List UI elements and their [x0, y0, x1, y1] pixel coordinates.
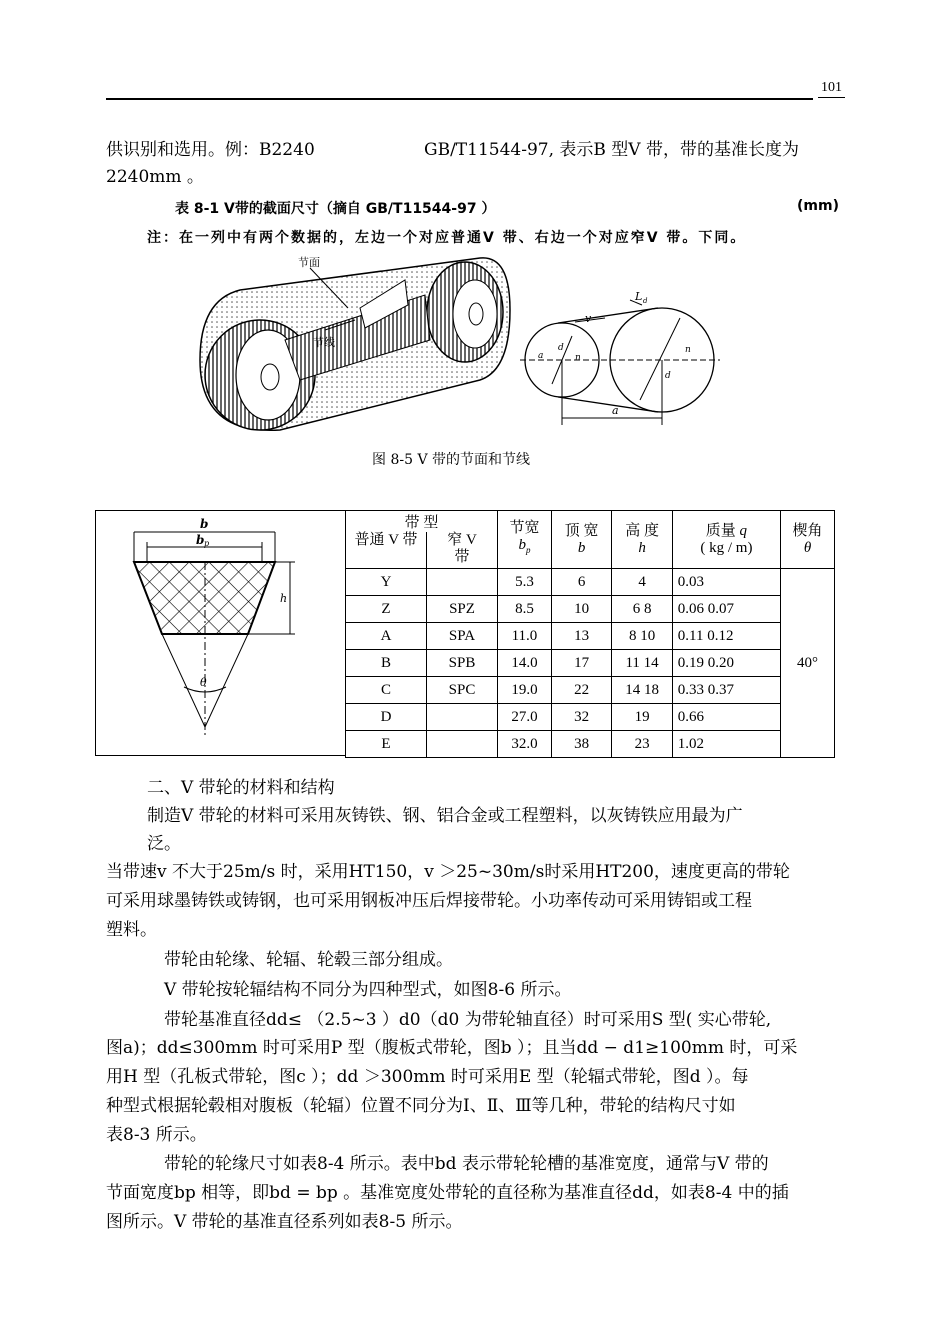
label-d1: d	[558, 343, 564, 353]
dim-h: h	[280, 592, 288, 605]
intro-line1b: GB/T11544-97, 表示B 型V 带，带的基准长度为	[424, 140, 799, 160]
th-top-width: 顶 宽 b	[551, 511, 611, 569]
label-d2: d	[665, 371, 671, 381]
body-p5b: 图a)；dd≤300mm 时可采用P 型（腹板式带轮，图b ）；且当dd − d1≥100mm 时，可采	[106, 1038, 798, 1058]
body-p5c: 用H 型（孔板式带轮，图c ）；dd ＞300mm 时可采用E 型（轮辐式带轮，图d ）。每	[106, 1067, 749, 1087]
table-row: B SPB 14.0 17 11 14 0.19 0.20	[346, 650, 835, 677]
dim-bp-sub: p	[204, 539, 210, 548]
table-note: 注：在一列中有两个数据的，左边一个对应普通V 带、右边一个对应窄V 带。下同。	[147, 230, 747, 246]
body-p6a: 带轮的轮缘尺寸如表8-4 所示。表中bd 表示带轮轮槽的基准宽度，通常与V 带的	[164, 1154, 769, 1174]
th-narrow: 窄 V 带	[427, 532, 498, 569]
table-row: Y 5.3 6 4 0.03 40°	[346, 569, 835, 596]
body-p4: V 带轮按轮辐结构不同分为四种型式，如图8-6 所示。	[164, 980, 572, 1000]
belt-section-diagram	[100, 512, 340, 752]
label-a1: a	[538, 351, 544, 361]
body-p5e: 表8-3 所示。	[106, 1125, 207, 1145]
body-p6b: 节面宽度bp 相等，即bd = bp 。基准宽度处带轮的直径称为基准直径dd，如表8-4 中的插	[106, 1183, 789, 1203]
body-p1a: 制造V 带轮的材料可采用灰铸铁、钢、铝合金或工程塑料，以灰铸铁应用最为广	[147, 806, 743, 826]
header-rule	[106, 98, 813, 100]
th-pitch-width: 节宽 $b_p$	[498, 511, 552, 569]
intro-line1a: 供识别和选用。例：B2240	[106, 140, 315, 160]
page-number: 101	[818, 80, 845, 98]
label-jiexian: 节线	[313, 336, 335, 349]
label-Ld-sub: d	[643, 297, 648, 305]
table-unit: (mm)	[797, 198, 839, 214]
th-ordinary: 普通 V 带	[346, 532, 427, 569]
label-a: a	[612, 404, 619, 417]
body-p2c: 塑料。	[106, 920, 157, 940]
table-row: Z SPZ 8.5 10 6 8 0.06 0.07	[346, 596, 835, 623]
table-row: D 27.0 32 19 0.66	[346, 704, 835, 731]
wedge-angle: 40°	[781, 569, 835, 758]
intro-line2: 2240mm 。	[106, 167, 204, 187]
table-row: E 32.0 38 23 1.02	[346, 731, 835, 758]
body-p2b: 可采用球墨铸铁或铸钢，也可采用钢板冲压后焊接带轮。小功率传动可采用铸铝或工程	[106, 891, 752, 911]
body-p5d: 种型式根据轮毂相对腹板（轮辐）位置不同分为Ⅰ、Ⅱ、Ⅲ等几种，带轮的结构尺寸如	[106, 1096, 736, 1116]
th-mass: 质量 q ( kg / m)	[672, 511, 780, 569]
body-p3: 带轮由轮缘、轮辐、轮毂三部分组成。	[164, 950, 453, 970]
dim-theta: θ	[200, 676, 207, 689]
label-jiemian: 节面	[298, 256, 320, 269]
table-row: A SPA 11.0 13 8 10 0.11 0.12	[346, 623, 835, 650]
body-p6c: 图所示。V 带轮的基准直径系列如表8-5 所示。	[106, 1212, 463, 1232]
label-n1: n	[575, 353, 581, 363]
table-title: 表 8-1 V带的截面尺寸（摘自 GB/T11544-97 ）	[175, 201, 496, 217]
label-n2: n	[685, 345, 691, 355]
table-row: C SPC 19.0 22 14 18 0.33 0.37	[346, 677, 835, 704]
body-p2a: 当带速v 不大于25m/s 时，采用HT150，v ＞25~30m/s时采用HT200，速度更高的带轮	[106, 862, 790, 882]
vbelt-spec-table	[345, 510, 835, 758]
body-p1b: 泛。	[147, 834, 181, 854]
th-belt-type: 带 型	[346, 511, 498, 533]
label-Ld: L	[635, 290, 643, 303]
figure-caption: 图 8-5 V 带的节面和节线	[372, 452, 531, 468]
dim-b: b	[200, 517, 209, 531]
th-height: 高 度 h	[612, 511, 672, 569]
section-heading: 二、V 带轮的材料和结构	[147, 778, 335, 798]
vbelt-figure	[180, 250, 720, 440]
th-wedge: 楔角 θ	[781, 511, 835, 569]
body-p5a: 带轮基准直径dd≤ （2.5~3 ）d0（d0 为带轮轴直径）时可采用S 型( 实心带轮,	[164, 1010, 772, 1030]
dim-bp: b	[196, 533, 205, 547]
label-v: v	[585, 312, 592, 325]
